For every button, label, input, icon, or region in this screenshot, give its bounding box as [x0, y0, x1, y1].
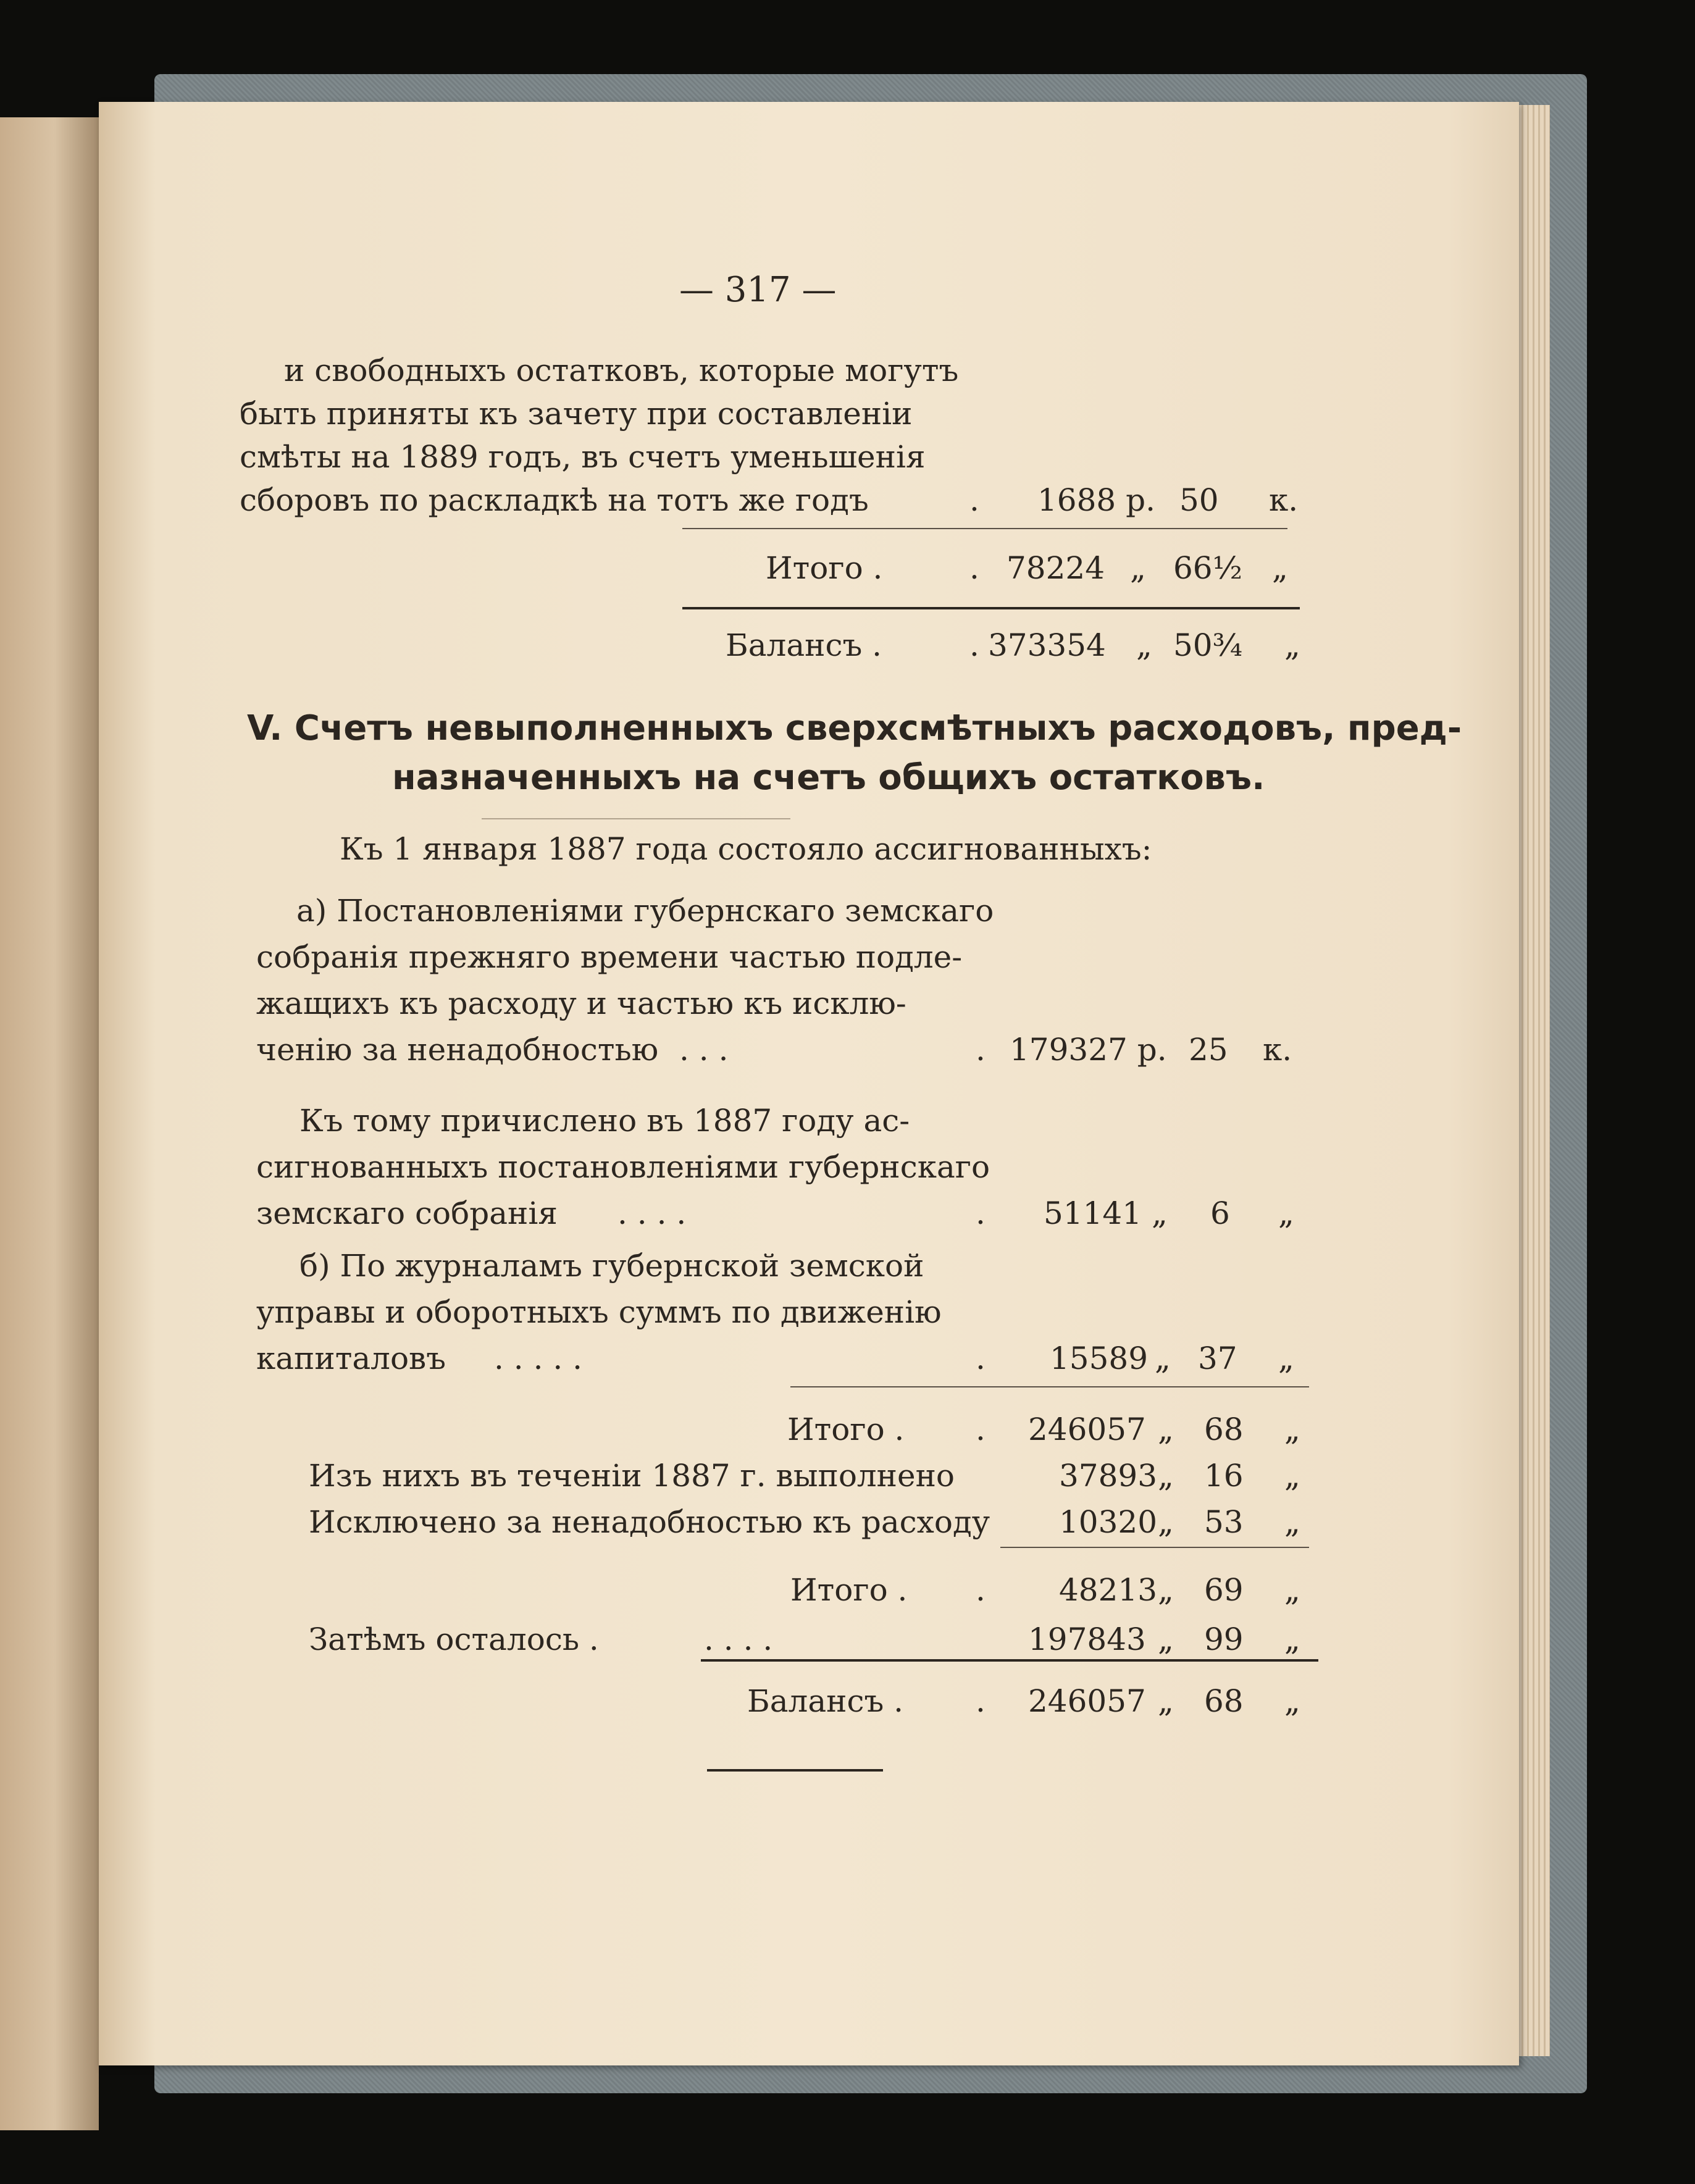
leader-dots: . . . .: [704, 1621, 773, 1657]
balance-label: Балансъ .: [747, 1683, 904, 1719]
remaining-kopecks: 99: [1204, 1621, 1244, 1657]
excluded-kopecks: 53: [1204, 1504, 1244, 1540]
item-add-line: сигнованныхъ постановленіями губернскаго: [256, 1149, 990, 1185]
leader-dot: .: [969, 627, 979, 663]
amount-rubles: 51141: [1044, 1195, 1142, 1231]
total-label: Итого .: [787, 1412, 905, 1447]
ditto-mark: „: [1152, 1195, 1168, 1231]
book-page: [99, 102, 1519, 2065]
leader-dot: .: [976, 1341, 986, 1376]
leader-dots: . . .: [679, 1032, 729, 1068]
ditto-mark: „: [1158, 1458, 1174, 1494]
leader-dot: .: [976, 1572, 986, 1608]
total-rubles: 246057: [1028, 1412, 1146, 1447]
leader-dots: . . . .: [617, 1195, 687, 1231]
leader-dot: .: [969, 550, 979, 586]
ditto-mark: „: [1158, 1621, 1174, 1657]
ditto-mark: „: [1272, 550, 1288, 586]
balance-rubles: 373354: [988, 627, 1106, 663]
ditto-mark: „: [1158, 1504, 1174, 1540]
executed-label: Изъ нихъ въ теченіи 1887 г. выполнено: [309, 1458, 955, 1494]
amount-rubles: 1688 р.: [1037, 482, 1156, 518]
ditto-mark: „: [1284, 1572, 1300, 1608]
left-page-edge: [0, 117, 99, 2130]
remaining-rubles: 197843: [1028, 1621, 1146, 1657]
leader-dot: .: [969, 482, 979, 518]
opening-line: Къ 1 января 1887 года состояло ассигнованныхъ:: [340, 831, 1152, 867]
remaining-label: Затѣмъ осталось .: [309, 1621, 599, 1657]
ditto-mark: „: [1136, 627, 1152, 663]
ditto-mark: „: [1158, 1683, 1174, 1719]
amount-kopecks: 50: [1179, 482, 1219, 518]
ditto-mark: „: [1284, 1412, 1300, 1447]
amount-kopecks: 25: [1189, 1032, 1228, 1068]
amount-unit: к.: [1263, 1032, 1292, 1068]
sum-rule: [682, 528, 1287, 529]
intro-line: быть приняты къ зачету при составленіи: [240, 396, 913, 432]
sum-rule: [790, 1386, 1309, 1387]
ditto-mark: „: [1284, 1458, 1300, 1494]
heading-rule: [482, 818, 790, 819]
item-a-line: собранія прежняго времени частью подле-: [256, 939, 963, 975]
intro-line: смѣты на 1889 годъ, въ счетъ уменьшенія: [240, 439, 926, 475]
item-b-line: управы и оборотныхъ суммъ по движенію: [256, 1294, 942, 1330]
intro-line: и свободныхъ остатковъ, которые могутъ: [284, 353, 959, 388]
leader-dot: .: [976, 1032, 986, 1068]
balance-rule: [701, 1659, 1318, 1662]
total-kopecks: 68: [1204, 1412, 1244, 1447]
total-rubles: 78224: [1007, 550, 1105, 586]
amount-kopecks: 37: [1198, 1341, 1237, 1376]
ditto-mark: „: [1284, 1621, 1300, 1657]
page-number: — 317 —: [679, 270, 837, 310]
total-label: Итого .: [766, 550, 883, 586]
amount-kopecks: 6: [1210, 1195, 1230, 1231]
total-kopecks: 66½: [1173, 550, 1243, 586]
item-add-line: земскаго собранія: [256, 1195, 558, 1231]
sum-rule: [1000, 1547, 1309, 1548]
section-heading: V. Счетъ невыполненныхъ сверхсмѣтныхъ расходовъ, пред-: [247, 708, 1462, 748]
item-a-line: а) Постановленіями губернскаго земскаго: [296, 893, 994, 929]
amount-unit: к.: [1269, 482, 1299, 518]
balance-rule: [682, 607, 1300, 609]
ditto-mark: „: [1284, 1683, 1300, 1719]
balance-kopecks: 68: [1204, 1683, 1244, 1719]
excluded-label: Исключено за ненадобностью къ расходу: [309, 1504, 990, 1540]
ditto-mark: „: [1130, 550, 1146, 586]
ditto-mark: „: [1284, 627, 1300, 663]
item-b-line: б) По журналамъ губернской земской: [299, 1248, 924, 1284]
balance-label: Балансъ .: [726, 627, 882, 663]
total-kopecks: 69: [1204, 1572, 1244, 1608]
ditto-mark: „: [1158, 1572, 1174, 1608]
balance-kopecks: 50¾: [1173, 627, 1243, 663]
total-rubles: 48213: [1059, 1572, 1158, 1608]
ditto-mark: „: [1155, 1341, 1171, 1376]
leader-dot: .: [976, 1412, 986, 1447]
amount-rubles: 179327 р.: [1010, 1032, 1167, 1068]
executed-rubles: 37893: [1059, 1458, 1158, 1494]
intro-line: сборовъ по раскладкѣ на тотъ же годъ: [240, 482, 869, 518]
excluded-rubles: 10320: [1059, 1504, 1158, 1540]
end-rule: [707, 1769, 883, 1772]
ditto-mark: „: [1278, 1195, 1294, 1231]
item-a-line: жащихъ къ расходу и частью къ исклю-: [256, 985, 906, 1021]
ditto-mark: „: [1284, 1504, 1300, 1540]
ditto-mark: „: [1278, 1341, 1294, 1376]
section-heading: назначенныхъ на счетъ общихъ остатковъ.: [392, 758, 1265, 798]
item-a-line: ченію за ненадобностью: [256, 1032, 659, 1068]
balance-rubles: 246057: [1028, 1683, 1146, 1719]
leader-dot: .: [976, 1683, 986, 1719]
leader-dots: . . . . .: [494, 1341, 583, 1376]
item-add-line: Къ тому причислено въ 1887 году ас-: [299, 1103, 910, 1139]
total-label: Итого .: [790, 1572, 908, 1608]
ditto-mark: „: [1158, 1412, 1174, 1447]
leader-dot: .: [976, 1195, 986, 1231]
executed-kopecks: 16: [1204, 1458, 1244, 1494]
item-b-line: капиталовъ: [256, 1341, 446, 1376]
amount-rubles: 15589: [1050, 1341, 1149, 1376]
